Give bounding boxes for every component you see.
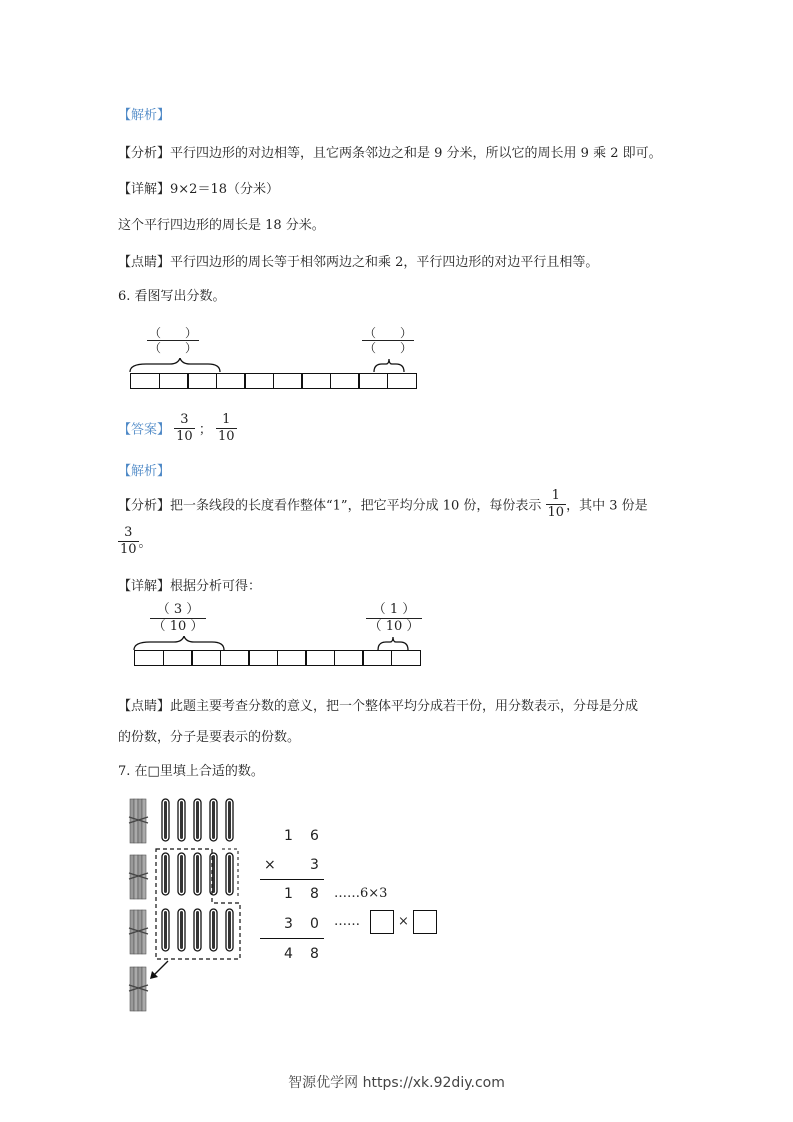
segment-cell: [391, 650, 421, 666]
detail-line: [118, 178, 279, 197]
numerator: 3: [118, 525, 139, 542]
denominator: 10: [547, 504, 565, 520]
segment-cell: [216, 373, 246, 389]
segment-cell: [159, 373, 189, 389]
segment-cell: [334, 650, 364, 666]
detail-tag: 【详解】: [118, 182, 171, 197]
denominator: 10: [176, 428, 193, 444]
segment-cell: [387, 373, 417, 389]
answer-box-2[interactable]: [413, 910, 437, 934]
segment-cell: [248, 650, 278, 666]
bundle-of-ten-icon: [129, 855, 148, 899]
detail-text: 9×2＝18（分米）: [170, 182, 279, 197]
note-2: ……: [334, 914, 360, 929]
blank-fraction-right: [362, 326, 414, 355]
mult-row-5a: 4: [284, 946, 293, 962]
segment-cell: [301, 373, 331, 389]
analysis-fraction-2: [118, 525, 139, 557]
mult-times-sign: ×: [264, 857, 276, 873]
dots: ……: [334, 886, 360, 901]
filled-fraction-left: [150, 602, 206, 635]
segment-cell: [362, 650, 392, 666]
answer-separator: ；: [198, 422, 212, 438]
comment-line-3: 的份数，分子是要表示的份数。: [118, 730, 301, 745]
digit: 1: [284, 828, 293, 844]
analysis-text: 把一条线段的长度看作整体“1”，把它平均分成 10 份，每份表示: [170, 498, 542, 514]
numerator: 1: [216, 412, 237, 429]
answer-tag: 【答案】: [118, 422, 171, 438]
segment-cell: [191, 650, 221, 666]
segment-cell: [277, 650, 307, 666]
segment-cell: [187, 373, 217, 389]
analysis-tag: 【分析】: [118, 146, 171, 161]
mult-row-2: 3: [310, 857, 319, 873]
mult-line-1: [260, 879, 324, 880]
comment-text: 此题主要考查分数的意义，把一个整体平均分成若干份，用分数表示，分母是分成: [170, 699, 639, 714]
blank-denominator: （ ）: [148, 341, 197, 355]
blank-numerator: （ ）: [148, 326, 197, 340]
detail-line-2: [118, 575, 261, 594]
filled-numerator: （ 1 ）: [366, 602, 422, 619]
segment-cell: [130, 373, 160, 389]
comment-text: 平行四边形的周长等于相邻两边之和乘 2，平行四边形的对边平行且相等。: [170, 255, 599, 270]
comment-line-2: [118, 695, 638, 714]
mult-row-3a: 1: [284, 886, 293, 902]
numerator: 3: [174, 412, 195, 429]
bundle-of-ten-icon: [129, 910, 148, 954]
blank-denominator: （ ）: [363, 341, 412, 355]
analysis-text: 平行四边形的对边相等，且它两条邻边之和是 9 分米，所以它的周长用 9 乘 2 即可。: [170, 146, 662, 161]
question-7: 7. 在□里填上合适的数。: [118, 764, 264, 779]
segment-cell: [134, 650, 164, 666]
mult-row-5b: 8: [310, 946, 319, 962]
result-line: 这个平行四边形的周长是 18 分米。: [118, 218, 325, 233]
denominator: 10: [120, 541, 137, 557]
mult-line-2: [260, 938, 324, 939]
analysis-line-3: [118, 525, 152, 557]
segment-cell: [220, 650, 250, 666]
segment-bar-1: [130, 373, 417, 389]
blank-fraction-left: [147, 326, 199, 355]
detail-text: 根据分析可得：: [170, 579, 262, 594]
jiexi-heading-2: 【解析】: [118, 464, 171, 479]
comment-line: [118, 251, 598, 270]
segment-cell: [273, 373, 303, 389]
answer-box-1[interactable]: [370, 910, 394, 934]
analysis-tag: 【分析】: [118, 498, 171, 514]
analysis-line-2: [118, 488, 648, 520]
answer-fraction-2: [216, 412, 237, 444]
box-times-sign: ×: [398, 914, 409, 929]
answer-fraction-1: [174, 412, 195, 444]
mult-row-1: [284, 828, 293, 844]
segment-cell: [330, 373, 360, 389]
mult-row-4a: 3: [284, 916, 293, 932]
analysis-period: 。: [138, 535, 152, 551]
brace-graphic-1: [126, 358, 446, 374]
detail-tag: 【详解】: [118, 579, 171, 594]
bundle-of-ten-icon: [129, 967, 148, 1011]
segment-cell: [163, 650, 193, 666]
digit: 6: [310, 828, 319, 844]
mult-row-3b: 8: [310, 886, 319, 902]
footer-watermark: 智源优学网 https://xk.92diy.com: [288, 1075, 505, 1091]
sticks-illustration: [126, 795, 251, 1020]
mult-row-4b: 0: [310, 916, 319, 932]
filled-numerator: （ 3 ）: [150, 602, 206, 619]
numerator: 1: [546, 488, 567, 505]
segment-cell: [358, 373, 388, 389]
mult-row-1b: [310, 828, 319, 844]
segment-cell: [305, 650, 335, 666]
bundle-of-ten-icon: [129, 799, 148, 843]
analysis-line: [118, 142, 662, 161]
note-1-text: 6×3: [360, 886, 388, 901]
question-6: 6. 看图写出分数。: [118, 289, 226, 304]
analysis-text-2: ，其中 3 份是: [566, 498, 648, 514]
filled-fraction-right: [366, 602, 422, 635]
blank-numerator: （ ）: [363, 326, 412, 340]
comment-tag: 【点睛】: [118, 699, 171, 714]
filled-denominator: （ 10 ）: [152, 619, 204, 634]
note-1: [334, 886, 387, 901]
answer-line: [118, 412, 237, 444]
segment-bar-2: [134, 650, 421, 666]
comment-tag: 【点睛】: [118, 255, 171, 270]
jiexi-heading: 【解析】: [118, 108, 171, 123]
denominator: 10: [218, 428, 235, 444]
filled-denominator: （ 10 ）: [368, 619, 420, 634]
analysis-fraction: [546, 488, 567, 520]
segment-cell: [244, 373, 274, 389]
